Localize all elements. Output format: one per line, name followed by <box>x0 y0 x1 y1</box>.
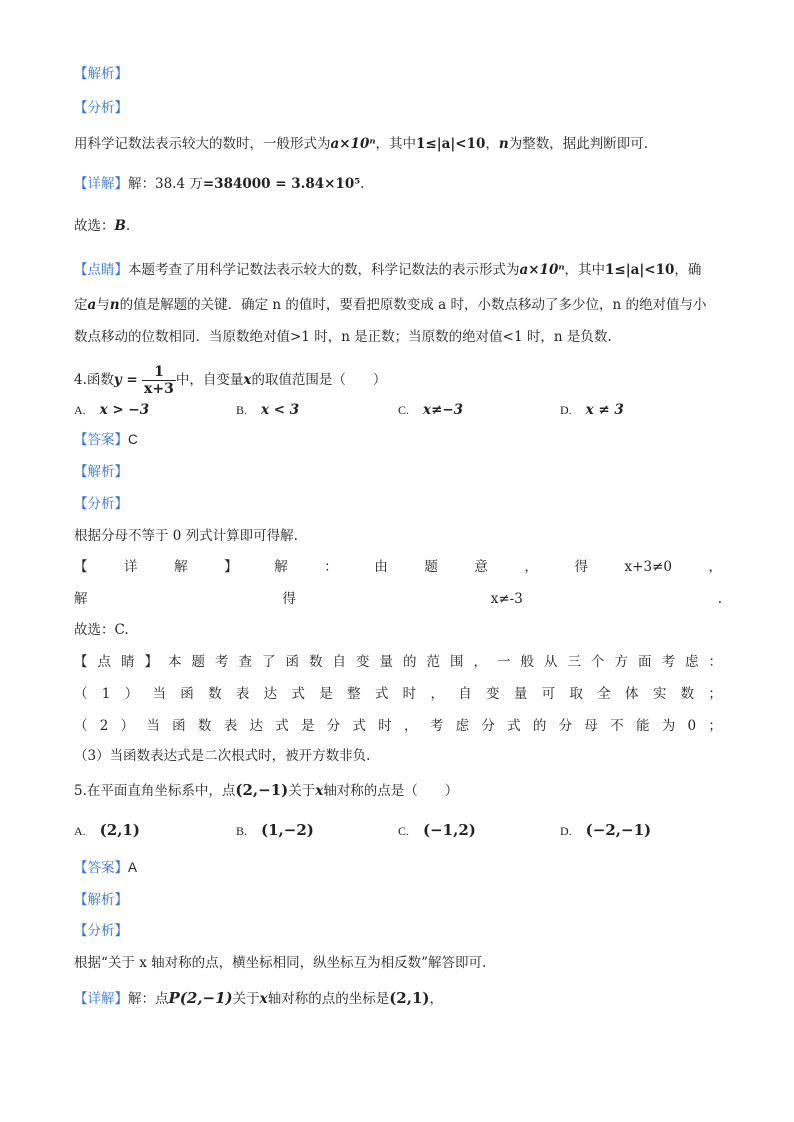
section-jiexi: 【解析】 <box>74 66 128 82</box>
section-fenxi: 【分析】 <box>74 100 128 116</box>
q4-answer: 【答案】C <box>74 432 138 448</box>
q3-comment-line-2: 定a与n的值是解题的关键．确定 n 的值时，要看把原数变成 a 时，小数点移动了多少位，n 的绝对值与小 <box>74 297 707 313</box>
q3-choice: 故选：B. <box>74 218 131 234</box>
q4-analysis: 根据分母不等于 0 列式计算即可得解. <box>74 528 298 544</box>
q4-option-b[interactable]: B. x < 3 <box>236 402 300 418</box>
q3-detail: 【详解】解：38.4 万=384000 = 3.84×10⁵. <box>74 176 365 192</box>
formula-sci-notation: a×10ⁿ <box>330 136 376 152</box>
q3-comment-line-3: 数点移动的位数相同．当原数绝对值>1 时，n 是正数；当原数的绝对值<1 时，n 是负数. <box>74 329 612 345</box>
q5-option-a[interactable]: A. (2,1) <box>74 821 140 839</box>
q5-option-d[interactable]: D. (−2,−1) <box>560 821 652 839</box>
q5-detail: 【详解】解：点P(2,−1)关于x轴对称的点的坐标是(2,1)， <box>74 989 443 1007</box>
section-fenxi: 【分析】 <box>74 496 128 512</box>
q4-comment-row-2: （ 1 ） 当 函 数 表 达 式 是 整 式 时 ， 自 变 量 可 取 全 体 实 数 ； <box>74 686 722 702</box>
q4-choice: 故选：C. <box>74 622 129 638</box>
q3-analysis: 用科学记数法表示较大的数时，一般形式为a×10ⁿ，其中1≤|a|<10，n为整数，据此判断即可. <box>74 136 649 152</box>
q3-comment-line-1: 【点睛】本题考查了用科学记数法表示较大的数，科学记数法的表示形式为a×10ⁿ，其中1≤|a|<10，确 <box>74 262 702 278</box>
q4-detail-row-1: 【 详 解 】 解 ： 由 题 意 ， 得 x+3≠0 ， <box>74 559 722 575</box>
q4-comment-line-4: （3）当函数表达式是二次根式时，被开方数非负. <box>74 748 371 764</box>
q5-answer: 【答案】A <box>74 860 138 876</box>
section-fenxi: 【分析】 <box>74 923 128 939</box>
q4-comment-row-3: （ 2 ） 当 函 数 表 达 式 是 分 式 时 ， 考 虑 分 式 的 分 母 不 能 为 0 ； <box>74 718 722 734</box>
q5-option-c[interactable]: C. (−1,2) <box>398 821 476 839</box>
fraction: $\frac{1}{x+3}$ <box>144 364 174 397</box>
q4-option-c[interactable]: C. x≠−3 <box>398 402 464 418</box>
section-jiexi: 【解析】 <box>74 892 128 908</box>
q4-stem: 4.函数y = $\frac{1}{x+3}$ 中，自变量x的取值范围是（ ） <box>74 364 387 397</box>
formula-detail: =384000 = 3.84×10⁵ <box>202 176 361 192</box>
formula-range: 1≤|a|<10 <box>416 136 486 152</box>
q5-analysis: 根据“关于 x 轴对称的点，横坐标相同，纵坐标互为相反数”解答即可. <box>74 955 487 971</box>
section-jiexi: 【解析】 <box>74 464 128 480</box>
q4-comment-row-1: 【 点 睛 】 本 题 考 查 了 函 数 自 变 量 的 范 围 ， 一 般 从 三 个 方 面 考 虑 ： <box>74 654 722 670</box>
q4-option-d[interactable]: D. x ≠ 3 <box>560 402 624 418</box>
q5-option-b[interactable]: B. (1,−2) <box>236 821 314 839</box>
q5-stem: 5.在平面直角坐标系中，点(2,−1)关于x轴对称的点是（ ） <box>74 781 459 799</box>
q4-detail-row-2: 解 得 x≠-3 . <box>74 591 722 607</box>
q4-option-a[interactable]: A. x > −3 <box>74 402 150 418</box>
